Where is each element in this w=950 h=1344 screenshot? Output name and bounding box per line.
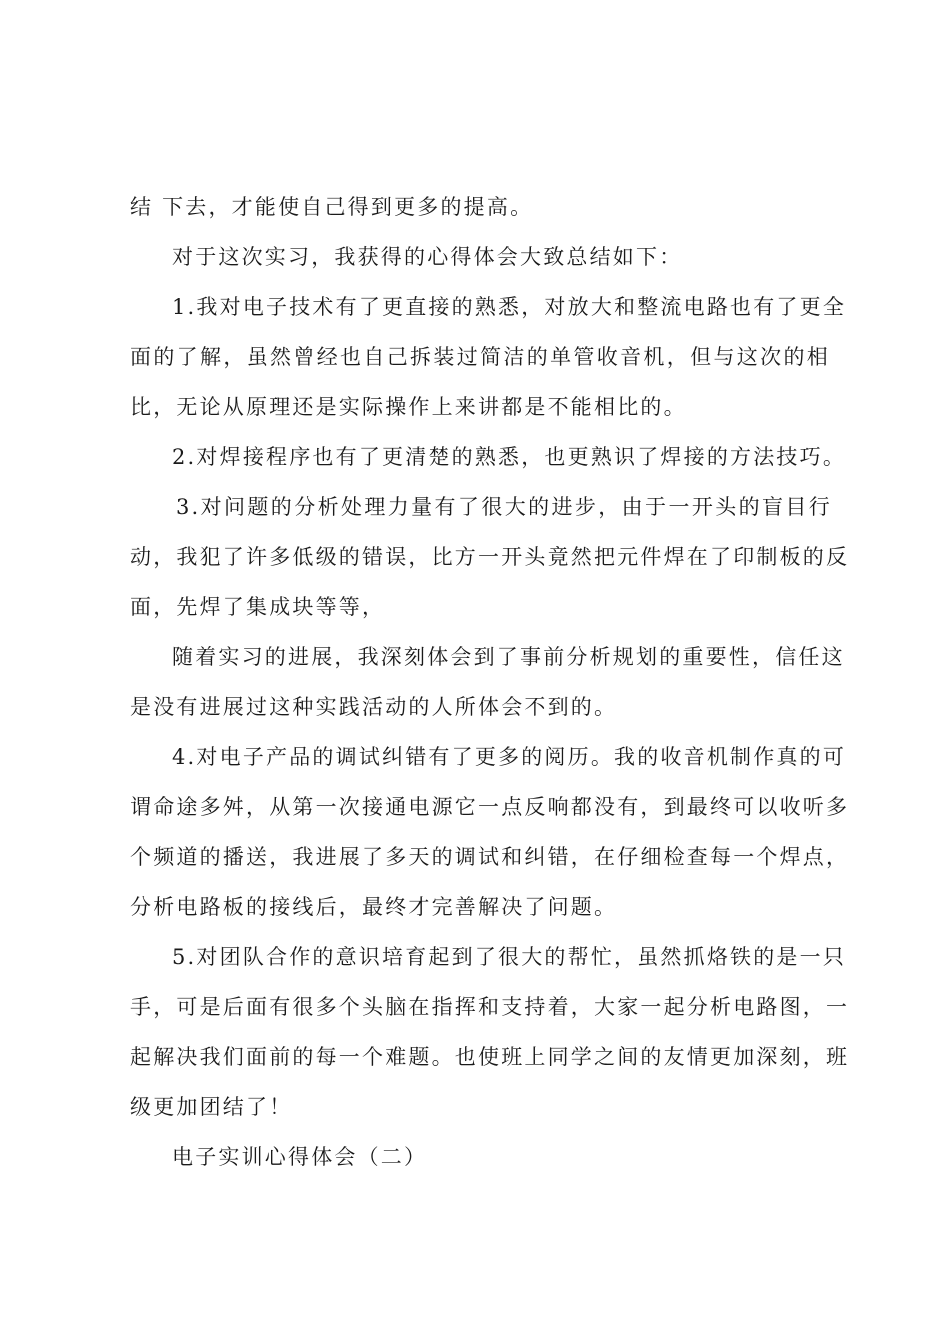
section-heading: 电子实训心得体会（二） (172, 1145, 428, 1169)
text-line-point4-d: 分析电路板的接线后，最终才完善解决了问题。 (130, 895, 618, 919)
text-line-point3-a: 3.对问题的分析处理力量有了很大的进步，由于一开头的盲目行 (176, 495, 832, 519)
text-line-point3-c: 面，先焊了集成块等等， (130, 595, 386, 619)
text-line-point1-b: 面的了解，虽然曾经也自己拆装过简洁的单管收音机，但与这次的相 (130, 345, 830, 369)
text-line-progress-b: 是没有进展过这种实践活动的人所体会不到的。 (130, 695, 618, 719)
text-line-summary-intro: 对于这次实习，我获得的心得体会大致总结如下： (172, 245, 683, 269)
text-line-point4-b: 谓命途多舛，从第一次接通电源它一点反响都没有，到最终可以收听多 (130, 795, 850, 819)
text-line-point5-d: 级更加团结了！ (130, 1095, 293, 1119)
text-line-point1-a: 1.我对电子技术有了更直接的熟悉，对放大和整流电路也有了更全 (172, 295, 847, 319)
text-line-point5-b: 手，可是后面有很多个头脑在指挥和支持着，大家一起分析电路图，一 (130, 995, 850, 1019)
text-line-point4-c: 个频道的播送，我进展了多天的调试和纠错，在仔细检查每一个焊点， (130, 845, 850, 869)
text-line-progress-a: 随着实习的进展，我深刻体会到了事前分析规划的重要性，信任这 (172, 645, 845, 669)
text-line-continuation: 结 下去，才能使自己得到更多的提高。 (130, 195, 534, 219)
text-line-point2: 2.对焊接程序也有了更清楚的熟悉，也更熟识了焊接的方法技巧。 (172, 445, 847, 469)
text-line-point4-a: 4.对电子产品的调试纠错有了更多的阅历。我的收音机制作真的可 (172, 745, 847, 769)
text-line-point1-c: 比，无论从原理还是实际操作上来讲都是不能相比的。 (130, 395, 687, 419)
text-line-point3-b: 动，我犯了许多低级的错误，比方一开头竟然把元件焊在了印制板的反 (130, 545, 850, 569)
text-line-point5-a: 5.对团队合作的意识培育起到了很大的帮忙，虽然抓烙铁的是一只 (172, 945, 847, 969)
text-line-point5-c: 起解决我们面前的每一个难题。也使班上同学之间的友情更加深刻，班 (130, 1045, 850, 1069)
